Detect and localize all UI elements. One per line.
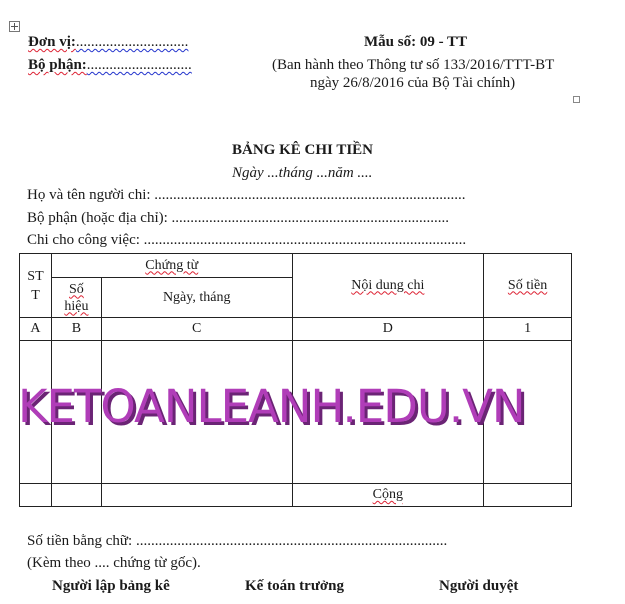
bo-phan-label: Bộ phận: <box>28 57 87 73</box>
code-cell: D <box>292 318 484 341</box>
table-move-handle[interactable] <box>9 21 20 32</box>
col-noi-dung-header: Nội dung chi <box>292 254 484 318</box>
code-cell: 1 <box>484 318 572 341</box>
don-vi-dots: .............................. <box>75 34 189 50</box>
bo-phan-dots: ............................ <box>86 57 192 73</box>
table-cell <box>484 484 572 507</box>
don-vi-label: Đơn vị: <box>28 34 76 50</box>
table-cell <box>20 484 52 507</box>
attachments-line: (Kèm theo .... chứng từ gốc). <box>27 555 201 571</box>
total-row <box>20 484 572 507</box>
table-resize-handle[interactable] <box>573 96 580 103</box>
col-ngay-thang-header: Ngày, tháng <box>101 278 292 318</box>
signer-preparer: Người lập bảng kê <box>52 578 170 594</box>
bo-phan-line <box>28 57 192 74</box>
col-stt-header: ST T <box>20 254 52 318</box>
department-field: Bộ phận (hoặc địa chỉ): .......................................................................... <box>27 210 450 226</box>
code-cell: B <box>51 318 101 341</box>
document-title: BẢNG KÊ CHI TIỀN <box>232 142 374 158</box>
signer-chief-accountant: Kế toán trưởng <box>245 578 344 594</box>
form-number: Mẫu số: 09 - TT <box>364 34 468 50</box>
total-label: Cộng <box>292 484 484 507</box>
signer-approver: Người duyệt <box>439 578 519 594</box>
table-cell <box>101 484 292 507</box>
col-so-hieu-header: Số hiệu <box>51 278 101 318</box>
code-row <box>20 318 572 341</box>
date-line: Ngày ...tháng ...năm .... <box>232 165 373 181</box>
issued-line-1: (Ban hành theo Thông tư số 133/2016/TTT-BT <box>272 57 555 73</box>
purpose-field: Chi cho công việc: ...................................................................................... <box>27 232 467 248</box>
col-chung-tu-header: Chứng từ <box>51 254 292 278</box>
don-vi-line <box>28 34 188 51</box>
table-cell <box>51 484 101 507</box>
amount-in-words-field: Số tiền bằng chữ: ................................................................................... <box>27 533 448 549</box>
col-so-tien-header: Số tiền <box>484 254 572 318</box>
issued-line-2: ngày 26/8/2016 của Bộ Tài chính) <box>310 75 516 91</box>
watermark: KETOANLEANH.EDU.VN <box>18 380 525 433</box>
code-cell: A <box>20 318 52 341</box>
payer-name-field: Họ và tên người chi: ................................................................................... <box>27 187 466 203</box>
code-cell: C <box>101 318 292 341</box>
